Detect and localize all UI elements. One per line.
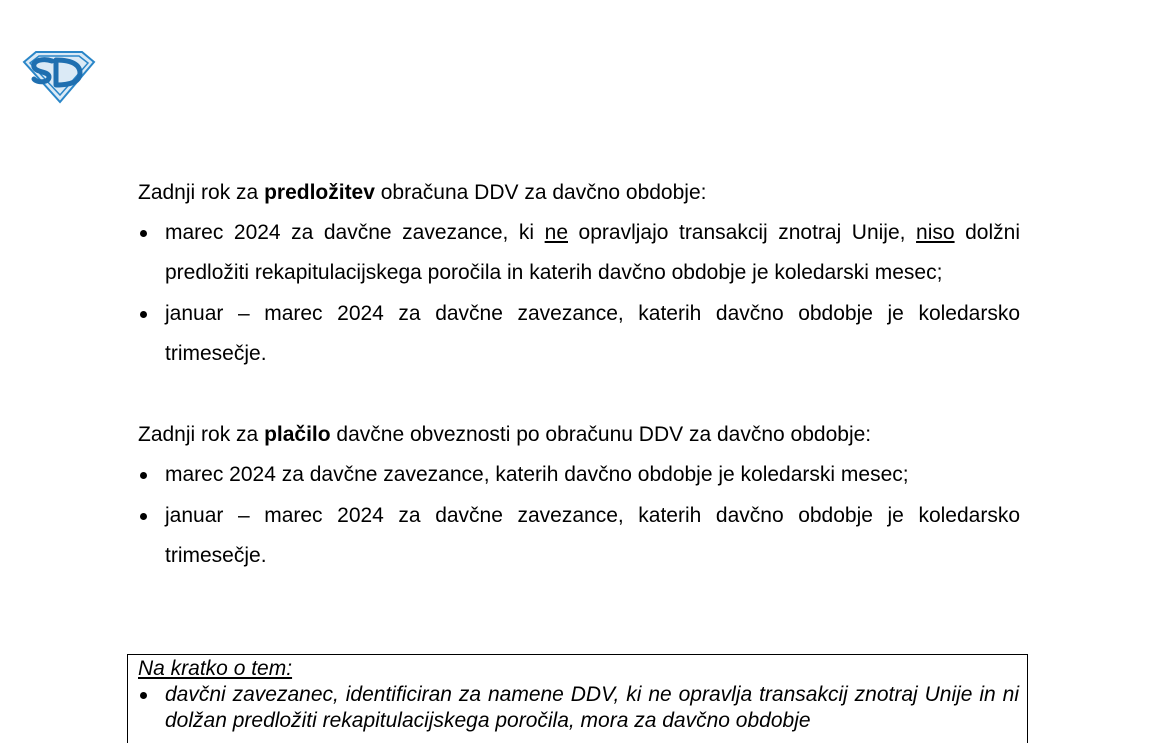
summary-box: [127, 654, 1028, 743]
fu-logo: [22, 48, 96, 104]
document-body: [138, 173, 1020, 577]
summary-title: Na kratko o tem:: [138, 657, 293, 680]
list-item: davčni zavezanec, identificiran za namene DDV, ki ne opravlja transakcij znotraj Unije in ni dolžan predložiti rekapitulacijskega poročila, mora za davčno obdobje: [138, 682, 1019, 734]
list-item: marec 2024 za davčne zavezance, ki ne opravljajo transakcij znotraj Unije, niso dolžni predložiti rekapitulacijskega poročila in katerih davčno obdobje je koledarski mesec;: [138, 213, 1020, 293]
list-item: marec 2024 za davčne zavezance, katerih davčno obdobje je koledarski mesec;: [138, 455, 1020, 495]
payment-deadline-intro: Zadnji rok za plačilo davčne obveznosti po obračunu DDV za davčno obdobje:: [138, 423, 872, 446]
list-item: januar – marec 2024 za davčne zavezance, katerih davčno obdobje je koledarsko trimesečje.: [138, 294, 1020, 374]
submission-deadline-list: [138, 213, 1020, 374]
submission-deadline-intro: Zadnji rok za predložitev obračuna DDV za davčno obdobje:: [138, 181, 707, 204]
list-item: januar – marec 2024 za davčne zavezance, katerih davčno obdobje je koledarsko trimesečje.: [138, 496, 1020, 576]
summary-list: [138, 682, 1019, 734]
fu-emblem-icon: [22, 48, 96, 104]
payment-deadline-list: [138, 455, 1020, 576]
